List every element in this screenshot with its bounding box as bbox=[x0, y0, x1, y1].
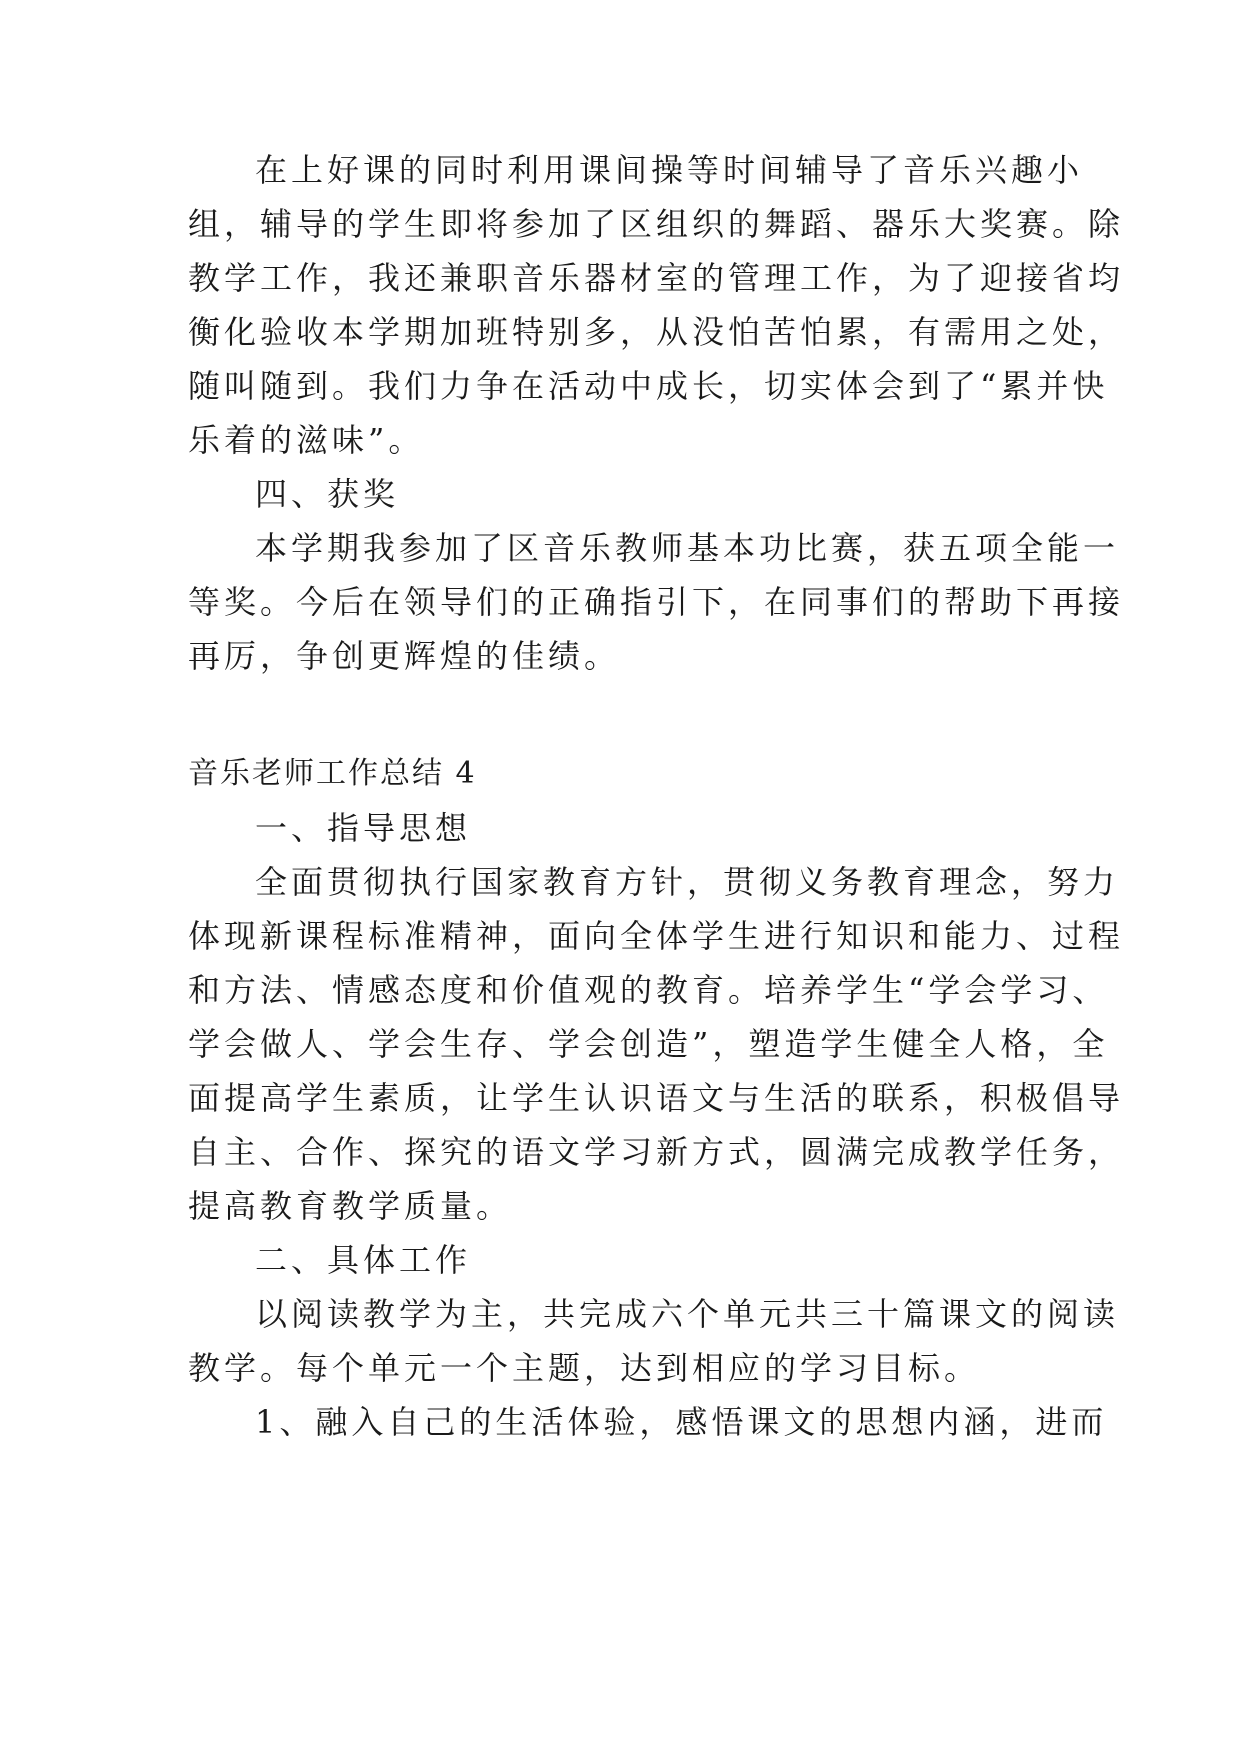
section-heading-guiding-thought: 一、指导思想 bbox=[255, 809, 472, 847]
paragraph-line: 以阅读教学为主，共完成六个单元共三十篇课文的阅读 bbox=[255, 1295, 1120, 1333]
paragraph-line: 等奖。今后在领导们的正确指引下，在同事们的帮助下再接 bbox=[188, 583, 1125, 621]
paragraph-line: 在上好课的同时利用课间操等时间辅导了音乐兴趣小 bbox=[255, 151, 1084, 189]
paragraph-line: 面提高学生素质，让学生认识语文与生活的联系，积极倡导 bbox=[188, 1079, 1125, 1117]
paragraph-line: 教学。每个单元一个主题，达到相应的学习目标。 bbox=[188, 1349, 981, 1387]
paragraph-line: 本学期我参加了区音乐教师基本功比赛，获五项全能一 bbox=[255, 529, 1120, 567]
document-section-title: 音乐老师工作总结 4 bbox=[188, 756, 477, 791]
paragraph-line: 教学工作，我还兼职音乐器材室的管理工作，为了迎接省均 bbox=[188, 259, 1125, 297]
section-heading-awards: 四、获奖 bbox=[255, 475, 400, 513]
paragraph-line: 随叫随到。我们力争在活动中成长，切实体会到了“累并快 bbox=[188, 367, 1109, 405]
paragraph-line: 和方法、情感态度和价值观的教育。培养学生“学会学习、 bbox=[188, 971, 1109, 1009]
paragraph-line: 自主、合作、探究的语文学习新方式，圆满完成教学任务， bbox=[188, 1133, 1125, 1171]
paragraph-line: 全面贯彻执行国家教育方针，贯彻义务教育理念，努力 bbox=[255, 863, 1120, 901]
paragraph-line: 再厉，争创更辉煌的佳绩。 bbox=[188, 637, 621, 675]
paragraph-line: 提高教育教学质量。 bbox=[188, 1187, 513, 1225]
paragraph-line: 学会做人、学会生存、学会创造”，塑造学生健全人格，全 bbox=[188, 1025, 1109, 1063]
paragraph-line: 组，辅导的学生即将参加了区组织的舞蹈、器乐大奖赛。除 bbox=[188, 205, 1125, 243]
paragraph-line: 体现新课程标准精神，面向全体学生进行知识和能力、过程 bbox=[188, 917, 1125, 955]
paragraph-line: 乐着的滋味”。 bbox=[188, 421, 425, 459]
paragraph-line: 衡化验收本学期加班特别多，从没怕苦怕累，有需用之处， bbox=[188, 313, 1125, 351]
section-heading-specific-work: 二、具体工作 bbox=[255, 1241, 472, 1279]
numbered-item-1: 1、融入自己的生活体验，感悟课文的思想内涵，进而 bbox=[255, 1403, 1108, 1441]
